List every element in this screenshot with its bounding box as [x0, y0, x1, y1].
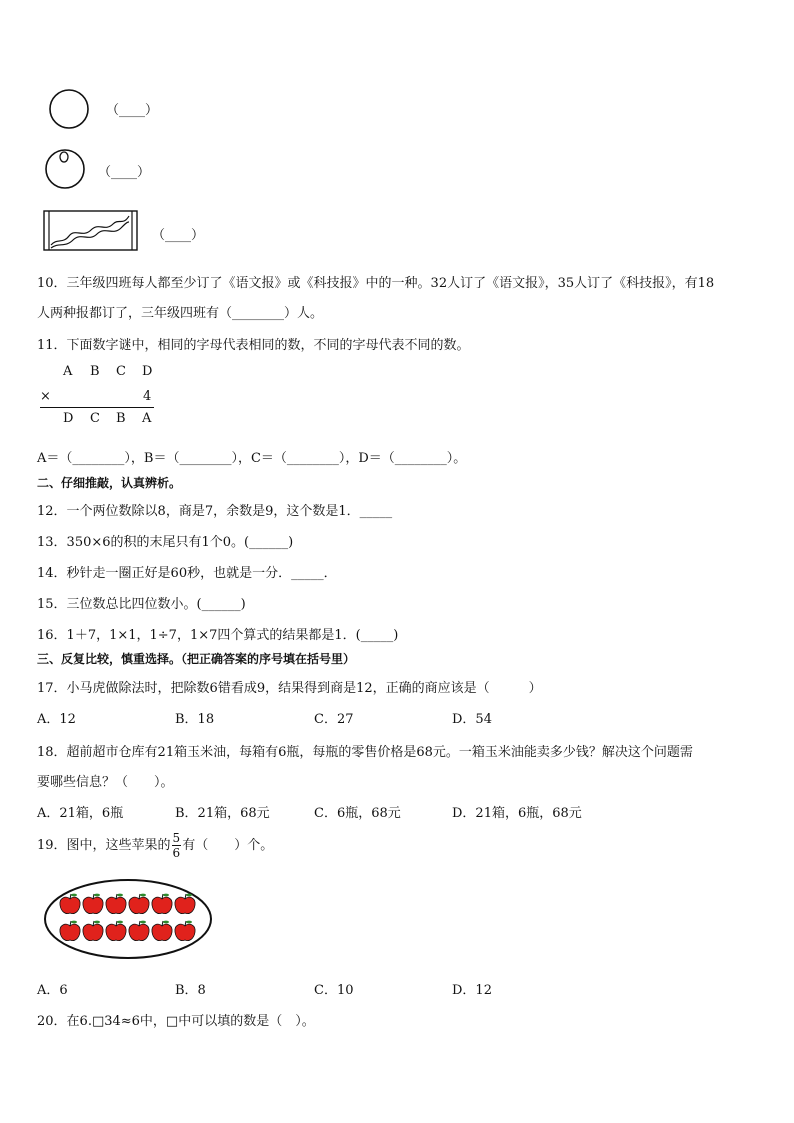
apple-icon [106, 894, 126, 914]
q17-option-d: D．54 [452, 712, 492, 727]
q11-multiplier: 4 [143, 389, 152, 404]
apple-icon [60, 921, 80, 941]
apple-icon [83, 894, 103, 914]
apple-icon [152, 894, 172, 914]
q11-row1-a: A [63, 364, 73, 379]
q12: 12．一个两位数除以8，商是7，余数是9，这个数是1．_____ [37, 504, 393, 519]
q19-suffix: 有（ ）个。 [182, 838, 274, 853]
apple-icon [175, 921, 195, 941]
q18-option-d: D．21箱，6瓶，68元 [452, 806, 582, 821]
q20: 20．在6.□34≈6中，□中可以填的数是（ ）。 [37, 1014, 315, 1029]
apple-icon [175, 894, 195, 914]
q10-line1: 10．三年级四班每人都至少订了《语文报》或《科技报》中的一种。32人订了《语文报》，35人订了《科技报》，有18 [37, 276, 715, 291]
q15: 15．三位数总比四位数小。(______) [37, 597, 246, 612]
q11-times-sign: × [40, 389, 51, 404]
apple-icon [83, 921, 103, 941]
q11-row1-d: D [142, 364, 153, 379]
q19-option-b: B．8 [175, 983, 206, 998]
apple-basket-picture [42, 877, 216, 963]
q19-stem [37, 832, 273, 859]
q18-line1: 18．超前超市仓库有21箱玉米油，每箱有6瓶，每瓶的零售价格是68元。一箱玉米油能卖多少钱？解决这个问题需 [37, 745, 693, 760]
q14: 14．秒针走一圈正好是60秒，也就是一分．_____． [37, 566, 337, 581]
q18-option-b: B．21箱，68元 [175, 806, 270, 821]
q17-stem: 17．小马虎做除法时，把除数6错看成9，结果得到商是12，正确的商应该是（ ） [37, 681, 542, 696]
q11-rule [40, 407, 154, 408]
shape1-blank: （____） [106, 103, 159, 118]
section-3-heading: 三、反复比较，慎重选择。（把正确答案的序号填在括号里） [37, 652, 356, 666]
q19-fraction-numerator: 5 [172, 831, 181, 845]
q11-row2-d: D [63, 411, 74, 426]
apple-icon [152, 921, 172, 941]
q18-line2: 要哪些信息？（ ）。 [37, 775, 174, 790]
q18-option-a: A．21箱，6瓶 [37, 806, 124, 821]
shape3-blank: （____） [152, 228, 205, 243]
q11-row2-b: B [116, 411, 126, 426]
q11-row2-c: C [90, 411, 100, 426]
q19-option-a: A．6 [37, 983, 68, 998]
shape2-blank: （____） [98, 165, 151, 180]
apple-icon [129, 921, 149, 941]
q17-option-c: C．27 [314, 712, 354, 727]
apple-icon [60, 894, 80, 914]
q18-option-c: C．6瓶，68元 [314, 806, 401, 821]
plain-circle-icon [48, 88, 92, 130]
q16: 16．1＋7，1×1，1÷7，1×7四个算式的结果都是1．(_____) [37, 628, 399, 643]
q11-answer: A＝（________），B＝（________），C＝（________），D＝（________）。 [37, 451, 467, 466]
q17-option-a: A．12 [37, 712, 76, 727]
q11-row1-b: B [90, 364, 100, 379]
q19-fraction-denominator: 6 [172, 846, 181, 860]
q13: 13．350×6的积的末尾只有1个0。(______) [37, 535, 294, 550]
framed-scroll-picture-icon [43, 210, 139, 252]
apple-icon [129, 894, 149, 914]
q19-fraction [172, 832, 182, 859]
q19-prefix: 19．图中，这些苹果的 [37, 838, 171, 853]
section-2-heading: 二、仔细推敲，认真辨析。 [37, 476, 182, 490]
apple-icon [106, 921, 126, 941]
q11-stem: 11．下面数字谜中，相同的字母代表相同的数，不同的字母代表不同的数。 [37, 338, 470, 353]
q11-row1-c: C [116, 364, 126, 379]
q19-option-d: D．12 [452, 983, 492, 998]
q10-line2: 人两种报都订了，三年级四班有（________）人。 [37, 306, 324, 321]
q19-option-c: C．10 [314, 983, 354, 998]
q11-row2-a: A [142, 411, 152, 426]
q17-option-b: B．18 [175, 712, 215, 727]
circle-with-small-circle-icon [44, 148, 88, 190]
